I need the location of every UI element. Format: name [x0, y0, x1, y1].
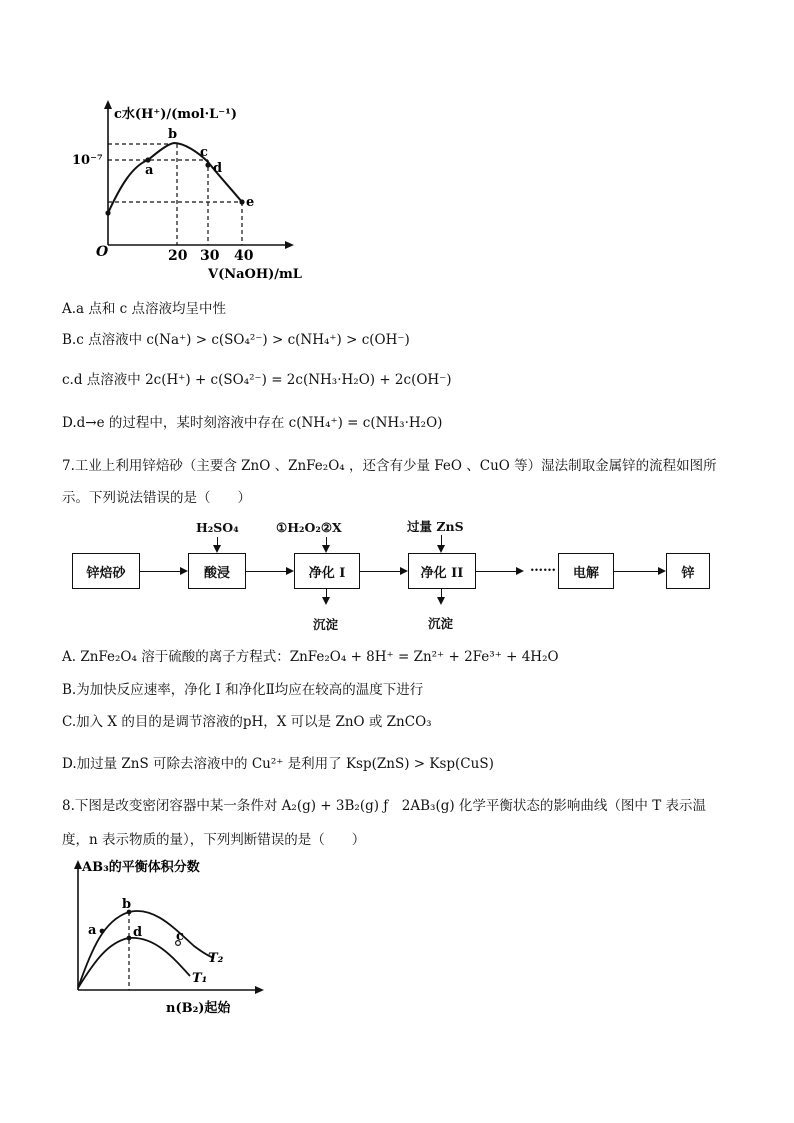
q6-option-d: D.d→e 的过程中，某时刻溶液中存在 c(NH₄⁺) = c(NH₃·H₂O) — [62, 415, 443, 431]
flow-output-precipitate-1: 沉淀 — [313, 617, 339, 632]
q7-option-d: D.加过量 ZnS 可除去溶液中的 Cu²⁺ 是利用了 Ksp(ZnS) > Ksp(CuS) — [62, 756, 494, 772]
flow-arrow-3 — [360, 571, 406, 572]
flow-ellipsis: …… — [530, 560, 556, 575]
q8-stem-line2: 度，n 表示物质的量），下列判断错误的是（ ） — [62, 832, 366, 848]
flow-arrow-in2 — [217, 537, 218, 551]
flow-box-acid-leach: 酸浸 — [188, 553, 246, 589]
chart1-point-a: a — [145, 163, 154, 178]
chart1-ylabel: c水(H⁺)/(mol·L⁻¹) — [114, 107, 237, 122]
q6-option-b: B.c 点溶液中 c(Na⁺) > c(SO₄²⁻) > c(NH₄⁺) > c(OH⁻) — [62, 332, 410, 348]
flow-box-zinc-calcine: 锌焙砂 — [72, 553, 140, 589]
chart1-ytick: 10⁻⁷ — [72, 153, 103, 168]
flow-box-electrolysis: 电解 — [558, 553, 614, 589]
q7-stem-line2: 示。下列说法错误的是（ ） — [62, 490, 251, 506]
chart1-point-d: d — [213, 161, 223, 176]
q7-option-b: B.为加快反应速率，净化 I 和净化Ⅱ均应在较高的温度下进行 — [62, 682, 424, 698]
flow-arrow-out3 — [326, 589, 327, 603]
chart2-point-a: a — [88, 923, 97, 938]
chart2-series-t2: T₂ — [208, 951, 224, 966]
flow-arrow-4 — [476, 571, 522, 572]
chart1-point-e: e — [246, 195, 255, 210]
flow-arrow-5 — [614, 571, 664, 572]
chart1-origin: O — [96, 244, 109, 260]
q6-option-a: A.a 点和 c 点溶液均呈中性 — [62, 301, 227, 317]
chart1-xtick-20: 20 — [168, 248, 188, 264]
flow-arrow-2 — [246, 571, 292, 572]
flow-output-precipitate-2: 沉淀 — [428, 616, 454, 631]
flow-input-zns: 过量 ZnS — [407, 519, 464, 534]
titration-chart — [60, 92, 320, 292]
flow-arrow-1 — [140, 571, 186, 572]
flow-input-h2so4: H₂SO₄ — [196, 520, 239, 535]
chart2-series-t1: T₁ — [192, 971, 208, 986]
chart2-ylabel: AB₃的平衡体积分数 — [82, 860, 200, 875]
chart1-xtick-40: 40 — [234, 248, 254, 264]
chart2-point-c: c — [176, 929, 184, 944]
chart2-point-d: d — [133, 925, 143, 940]
q6-option-c: c.d 点溶液中 2c(H⁺) + c(SO₄²⁻) = 2c(NH₃·H₂O) + 2c(OH⁻) — [62, 372, 452, 388]
flow-box-purify-2: 净化 II — [408, 553, 476, 589]
flow-input-h2o2-x: ①H₂O₂②X — [276, 520, 342, 535]
flow-arrow-in3 — [326, 537, 327, 551]
chart2-point-b: b — [122, 897, 132, 912]
q7-option-c: C.加入 X 的目的是调节溶液的pH，X 可以是 ZnO 或 ZnCO₃ — [62, 714, 432, 730]
chart1-point-b: b — [168, 127, 178, 142]
flow-arrow-in4 — [441, 535, 442, 551]
chart1-xlabel: V(NaOH)/mL — [208, 267, 302, 282]
equilibrium-chart — [58, 852, 278, 1022]
flow-arrow-out4 — [441, 589, 442, 603]
q8-stem-line1: 8.下图是改变密闭容器中某一条件对 A₂(g) + 3B₂(g) ƒ 2AB₃(g) 化学平衡状态的影响曲线（图中 T 表示温 — [62, 798, 707, 814]
q7-option-a: A. ZnFe₂O₄ 溶于硫酸的离子方程式：ZnFe₂O₄ + 8H⁺ = Zn²⁺ + 2Fe³⁺ + 4H₂O — [62, 649, 559, 665]
chart2-xlabel: n(B₂)起始 — [166, 1001, 231, 1016]
flow-box-zinc: 锌 — [666, 553, 710, 589]
flow-box-purify-1: 净化 I — [294, 553, 360, 589]
q7-stem-line1: 7.工业上利用锌焙砂（主要含 ZnO 、ZnFe₂O₄ ，还含有少量 FeO 、CuO 等）湿法制取金属锌的流程如图所 — [62, 458, 717, 474]
chart1-xtick-30: 30 — [200, 248, 220, 264]
chart1-point-c: c — [200, 145, 208, 160]
